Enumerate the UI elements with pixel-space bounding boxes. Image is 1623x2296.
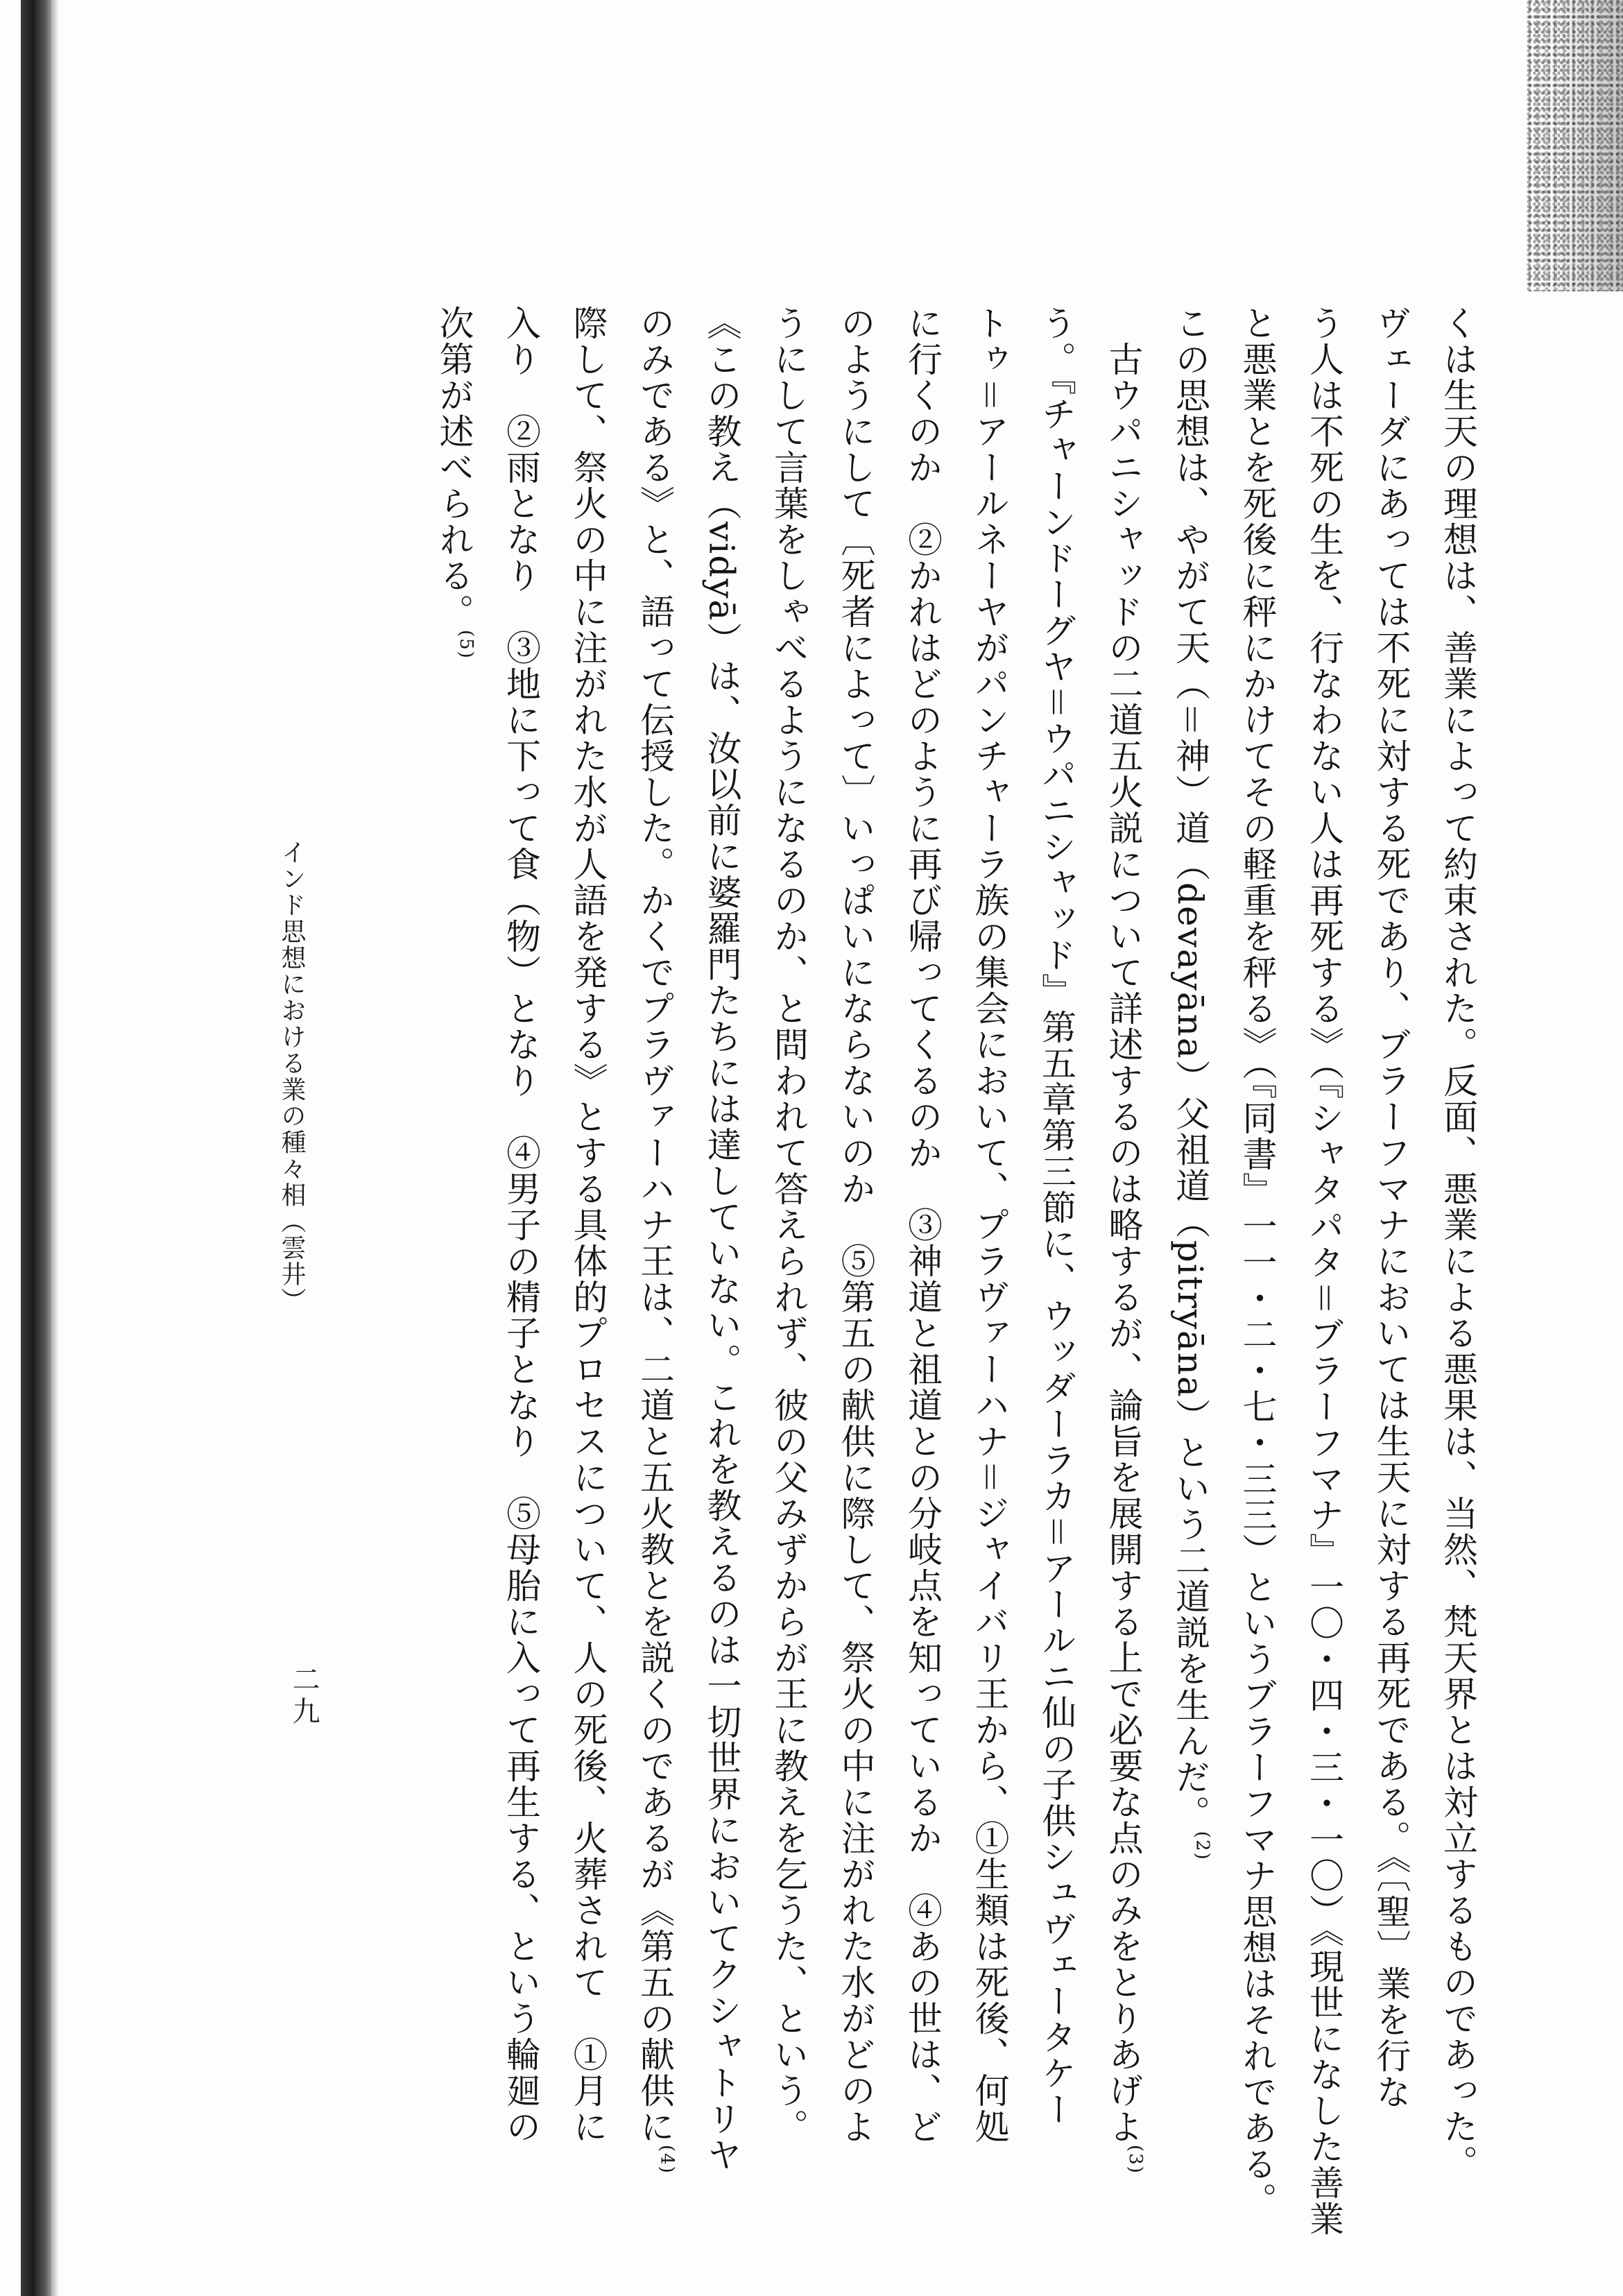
scan-binding-shadow	[21, 0, 51, 2296]
text-line: くは生天の理想は、善業によって約束された。反面、悪業による悪果は、当然、梵天界とは対立するものであった。	[1438, 305, 1478, 2181]
text-line: に行くのか ②かれはどのように再び帰ってくるのか ③神道と祖道との分岐点を知っているか ④あの世は、ど	[902, 305, 943, 2145]
text-line: トゥ＝アールネーヤがパンチャーラ族の集会において、プラヴァーハナ＝ジャイバリ王から、①生類は死後、何処	[969, 305, 1010, 2145]
text-line: う人は不死の生を、行なわない人は再死する》（『シャタパタ＝ブラーフマナ』一〇・四・三・一〇）《現世になした善業	[1304, 305, 1344, 2237]
footnote-mark: (5)	[456, 630, 477, 660]
text-line: 次第が述べられる。$^{(5)}$	[433, 305, 477, 660]
running-header: インド思想における業の種々相（雲井）	[277, 839, 306, 1314]
body-text	[420, 305, 1491, 2237]
text-line: のみである》と、語って伝授した。かくでプラヴァーハナ王は、二道と五火教とを説くのであるが《第五の献供に$^{(4)}$	[635, 305, 678, 2175]
scan-corner-noise	[1526, 0, 1623, 291]
text-line: 古ウパニシャッドの二道五火説について詳述するのは略するが、論旨を展開する上で必要な点のみをとりあげよ$^{(3)}$	[1103, 305, 1147, 2175]
text-line: うにして言葉をしゃべるようになるのか、と問われて答えられず、彼の父みずからが王に教えを乞うた、という。	[768, 305, 809, 2145]
footnote-mark: (2)	[1192, 1831, 1213, 1861]
footnote-mark: (4)	[656, 2145, 678, 2175]
footnote-mark: (3)	[1125, 2145, 1147, 2175]
text-line: 際して、祭火の中に注がれた水が人語を発する》とする具体的プロセスについて、人の死後、火葬されて ①月に	[567, 305, 608, 2145]
text-line: 《この教え（vidyā）は、汝以前に婆羅門たちには達していない。これを教えるのは一切世界においてクシャトリヤ	[701, 305, 742, 2173]
text-line: この思想は、やがて天（＝神）道（devayāna）父祖道（pitryāna）という二道説を生んだ。$^{(2)}$	[1170, 305, 1213, 1861]
scan-binding-fade	[51, 0, 58, 2296]
page-number: 二九	[288, 1665, 320, 1729]
text-line: ヴェーダにあっては不死に対する死であり、ブラーフマナにおいては生天に対する再死である。《〔聖〕業を行な	[1371, 305, 1411, 2110]
text-line: う。『チャーンドーグヤ＝ウパニシャッド』第五章第三節に、ウッダーラカ＝アールニ仙の子供シュヴェータケー	[1036, 305, 1076, 2127]
text-line: のようにして〔死者によって〕いっぱいにならないのか ⑤第五の献供に際して、祭火の中に注がれた水がどのよ	[835, 305, 876, 2145]
text-line: と悪業とを死後に秤にかけてその軽重を秤る》（『同書』一一・二・七・三三）というブラーフマナ思想はそれである。	[1237, 305, 1278, 2218]
text-line: 入り ②雨となり ③地に下って食（物）となり ④男子の精子となり ⑤母胎に入って再生する、という輪廻の	[501, 305, 541, 2145]
